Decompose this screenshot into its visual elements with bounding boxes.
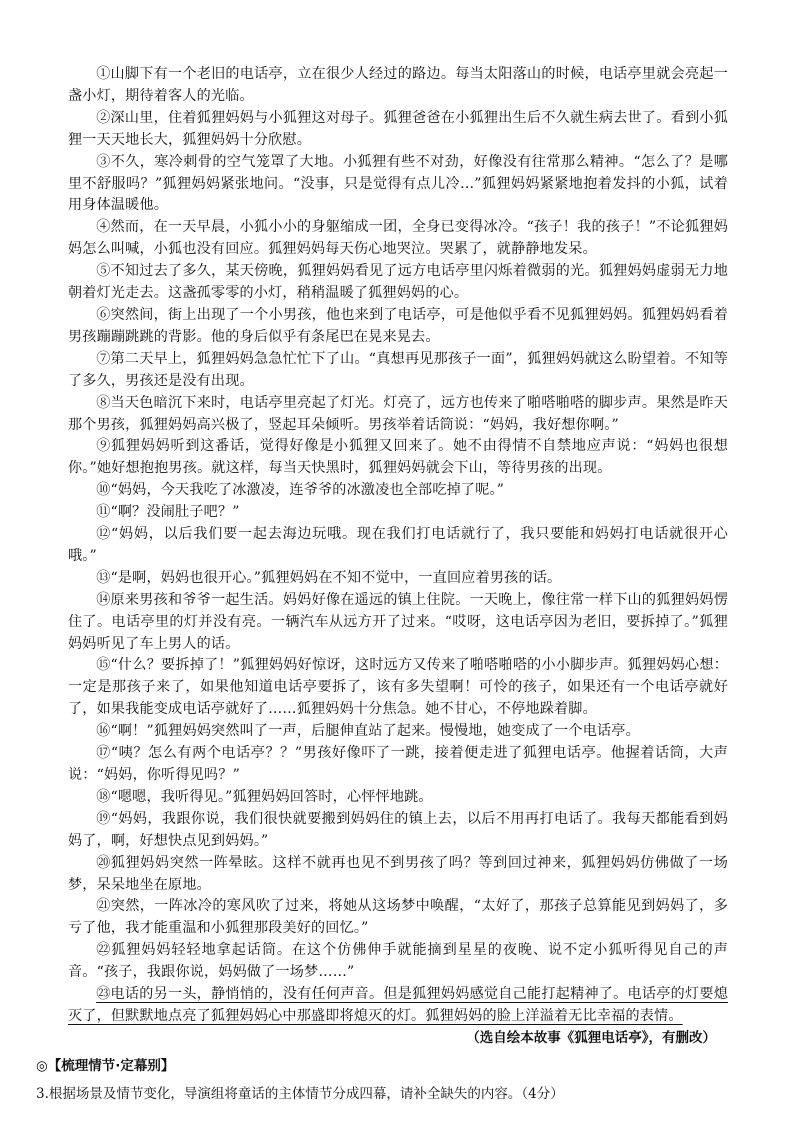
paragraph-17: ⑰“咦？怎么有两个电话亭？？”男孩好像吓了一跳，接着便走进了狐狸电话亭。他握着话筒，大声说：“妈妈，你听得见吗？” (68, 745, 728, 783)
paragraph-7: ⑦第二天早上，狐狸妈妈急急忙忙下了山。“真想再见那孩子一面”，狐狸妈妈就这么盼望着。不知等了多久，男孩还是没有出现。 (68, 350, 728, 389)
paragraph-18: ⑱“嗯嗯，我听得见。”狐狸妈妈回答时，心怦怦地跳。 (96, 788, 433, 805)
paragraph-1: ①山脚下有一个老旧的电话亭，立在很少人经过的路边。每当太阳落山的时候，电话亭里就会亮起一盏小灯，期待着客人的光临。 (68, 66, 728, 104)
paragraph-15: ⑮“什么？要拆掉了！”狐狸妈妈好惊讶，这时远方又传来了啪嗒啪嗒的小小脚步声。狐狸妈妈心想：一定是那孩子来了，如果他知道电话亭要拆了，该有多失望啊！可怜的孩子，如果还有一个电话亭就好了，如果我能变成电话亭就好了……狐狸妈妈十分焦急。她不甘心，不停地跺着脚。 (68, 657, 728, 718)
paragraph-20: ⑳狐狸妈妈突然一阵晕眩。这样不就再也见不到男孩了吗？等到回过神来，狐狸妈妈仿佛做了一场梦，呆呆地坐在原地。 (68, 854, 728, 893)
paragraph-2: ②深山里，住着狐狸妈妈与小狐狸这对母子。狐狸爸爸在小狐狸出生后不久就生病去世了。看到小狐狸一天天地长大，狐狸妈妈十分欣慰。 (68, 109, 728, 148)
paragraph-14: ⑭原来男孩和爷爷一起生活。妈妈好像在遥远的镇上住院。一天晚上，像往常一样下山的狐狸妈妈愣住了。电话亭里的灯并没有亮。一辆汽车从远方开了过来。“哎呀，这电话亭因为老旧，要拆掉了。”狐狸妈妈听见了车上男人的话。 (68, 591, 728, 652)
paragraph-4: ④然而，在一天早晨，小狐小小的身躯缩成一团，全身已变得冰冷。“孩子！我的孩子！”不论狐狸妈妈怎么叫喊，小狐也没有回应。狐狸妈妈每天伤心地哭泣。哭累了，就静静地发呆。 (68, 219, 728, 258)
paragraph-23: ㉓电话的另一头，静悄悄的，没有任何声音。但是狐狸妈妈感觉自己能打起精神了。电话亭的灯要熄灭了，但默默地点亮了狐狸妈妈心中那盛即将熄灭的灯。狐狸妈妈的脸上洋溢着无比幸福的表情。 (68, 986, 728, 1024)
paragraph-12: ⑫“妈妈，以后我们要一起去海边玩哦。现在我们打电话就行了，我只要能和妈妈打电话就很开心哦。” (68, 526, 728, 564)
paragraph-5: ⑤不知过去了多久，某天傍晚，狐狸妈妈看见了远方电话亭里闪烁着微弱的光。狐狸妈妈虚弱无力地朝着灯光走去。这盏孤零零的小灯，稍稍温暖了狐狸妈妈的心。 (68, 263, 728, 302)
source-note: （选自绘本故事《狐狸电话亭》，有删改） (466, 1029, 716, 1046)
document-page (36, 64, 728, 1104)
paragraph-19: ⑲“妈妈，我跟你说，我们很快就要搬到妈妈住的镇上去，以后不用再打电话了。我每天都能看到妈妈了，啊，好想快点见到妈妈。” (68, 810, 728, 849)
paragraph-21: ㉑突然，一阵冰冷的寒风吹了过来，将她从这场梦中唤醒，“太好了，那孩子总算能见到妈妈了，多亏了他，我才能重温和小狐狸那段美好的回忆。” (68, 898, 728, 937)
story-body (68, 64, 728, 1028)
paragraph-11: ⑪“啊？没闹肚子吧？” (96, 504, 240, 521)
section-title: ◎【梳理情节·定幕别】 (36, 1057, 175, 1074)
paragraph-3: ③不久，寒冷刺骨的空气笼罩了大地。小狐狸有些不对劲，好像没有往常那么精神。“怎么了？是哪里不舒服吗？”狐狸妈妈紧张地问。“没事，只是觉得有点儿冷…”狐狸妈妈紧紧地抱着发抖的小狐，试着用身体温暖他。 (68, 153, 728, 214)
paragraph-6: ⑥突然间，街上出现了一个小男孩，他也来到了电话亭，可是他似乎看不见狐狸妈妈。狐狸妈妈看着男孩蹦蹦跳跳的背影。他的身后似乎有条尾巴在晃来晃去。 (68, 306, 728, 345)
question-3: 3.根据场景及情节变化，导演组将童话的主体情节分成四幕，请补全缺失的内容。（4分） (36, 1085, 564, 1102)
paragraph-22: ㉒狐狸妈妈轻轻地拿起话筒。在这个仿佛伸手就能摘到星星的夜晚、说不定小狐听得见自己的声音。“孩子，我跟你说，妈妈做了一场梦……” (68, 942, 728, 981)
paragraph-8: ⑧当天色暗沉下来时，电话亭里亮起了灯光。灯亮了，远方也传来了啪嗒啪嗒的脚步声。果然是昨天那个男孩，狐狸妈妈高兴极了，竖起耳朵倾听。男孩举着话筒说：“妈妈，我好想你啊。” (68, 394, 728, 433)
paragraph-9: ⑨狐狸妈妈听到这番话，觉得好像是小狐狸又回来了。她不由得情不自禁地应声说：“妈妈也很想你。”她好想抱抱男孩。就这样，每当天快黑时，狐狸妈妈就会下山，等待男孩的出现。 (68, 438, 728, 477)
paragraph-16: ⑯“啊！”狐狸妈妈突然叫了一声，后腿伸直站了起来。慢慢地，她变成了一个电话亭。 (96, 723, 640, 740)
paragraph-10: ⑩“妈妈，今天我吃了冰激凌，连爷爷的冰激凌也全部吃掉了呢。” (96, 482, 505, 499)
paragraph-13: ⑬“是啊，妈妈也很开心。”狐狸妈妈在不知不觉中，一直回应着男孩的话。 (96, 569, 562, 586)
